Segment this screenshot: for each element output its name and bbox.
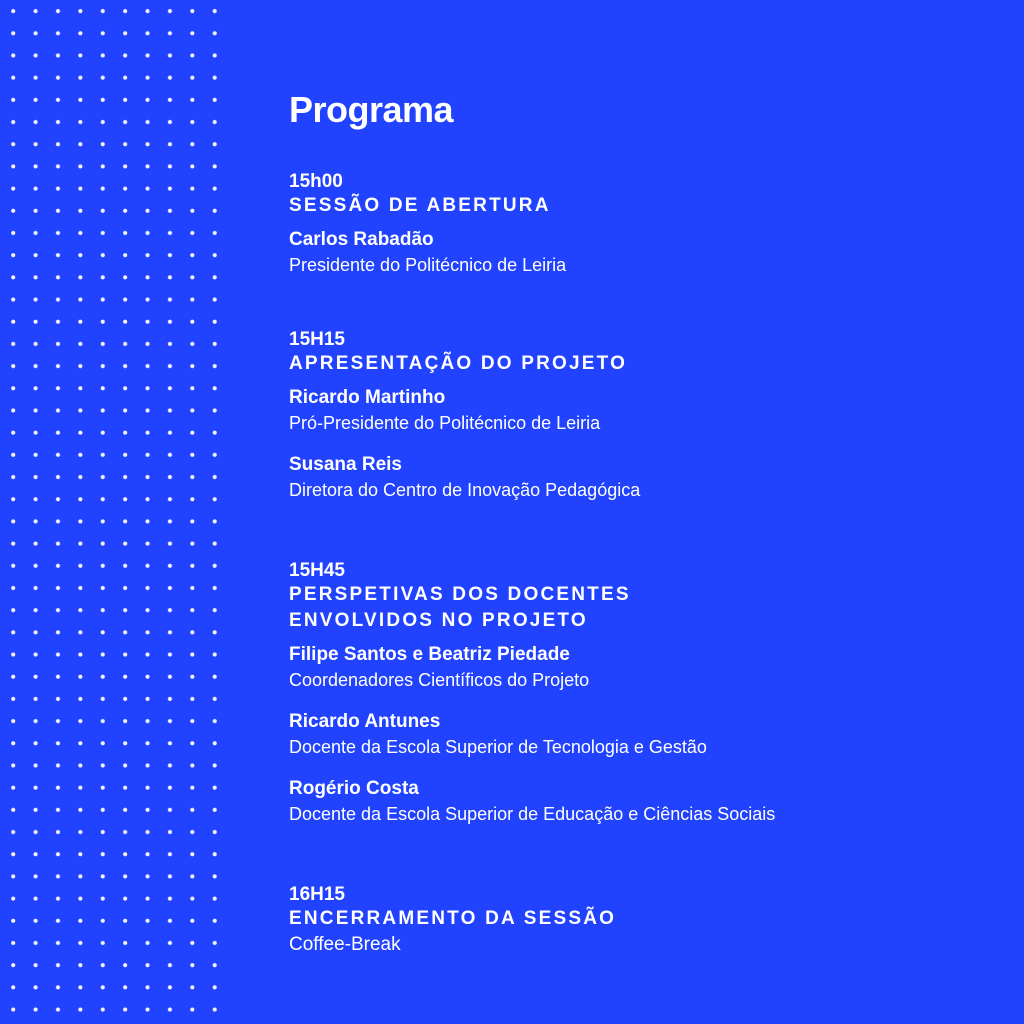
speaker [289, 452, 1009, 503]
speaker-name: Carlos Rabadão [289, 229, 434, 250]
program-content [289, 88, 1009, 1008]
speaker-role: Docente da Escola Superior de Tecnologia e Gestão [289, 737, 707, 757]
section-teacher-perspectives [289, 559, 1009, 827]
section-heading-line2: ENVOLVIDOS NO PROJETO [289, 610, 588, 631]
speaker [289, 227, 1009, 278]
speaker-role: Coordenadores Científicos do Projeto [289, 670, 590, 690]
speaker-name: Ricardo Martinho [289, 387, 446, 408]
section-heading: APRESENTAÇÃO DO PROJETO [289, 353, 628, 374]
section-opening [289, 170, 1009, 278]
section-time: 15h00 [289, 171, 343, 192]
speaker [289, 642, 1009, 693]
section-project-presentation [289, 328, 1009, 503]
section-heading: SESSÃO DE ABERTURA [289, 195, 551, 216]
speaker-role: Presidente do Politécnico de Leiria [289, 255, 567, 275]
speaker-name: Susana Reis [289, 454, 402, 475]
section-note: Coffee-Break [289, 934, 401, 955]
speaker [289, 385, 1009, 436]
speaker [289, 776, 1009, 827]
speaker-name: Ricardo Antunes [289, 711, 441, 732]
speaker [289, 709, 1009, 760]
speaker-role: Docente da Escola Superior de Educação e Ciências Sociais [289, 804, 776, 824]
section-closing [289, 883, 1009, 958]
dot-pattern [0, 0, 222, 1024]
section-time: 16H15 [289, 884, 345, 905]
speaker-role: Pró-Presidente do Politécnico de Leiria [289, 413, 601, 433]
section-time: 15H15 [289, 329, 345, 350]
speaker-name: Filipe Santos e Beatriz Piedade [289, 644, 570, 665]
speaker-name: Rogério Costa [289, 778, 419, 799]
page-title: Programa [289, 89, 454, 130]
section-heading-line1: PERSPETIVAS DOS DOCENTES [289, 584, 631, 605]
section-time: 15H45 [289, 560, 345, 581]
section-heading: ENCERRAMENTO DA SESSÃO [289, 908, 617, 929]
speaker-role: Diretora do Centro de Inovação Pedagógica [289, 480, 641, 500]
